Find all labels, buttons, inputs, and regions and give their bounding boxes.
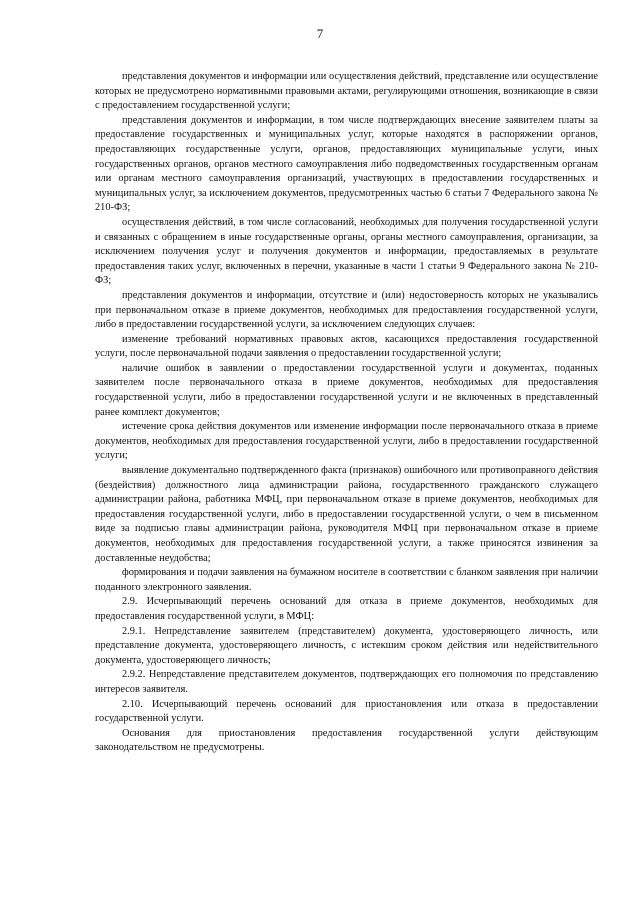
paragraph: 2.9. Исчерпывающий перечень оснований для отказа в приеме документов, необходимых для предоставления государственной услуги, в МФЦ: — [95, 596, 598, 622]
paragraph: представления документов и информации, в том числе подтверждающих внесение заявителем платы за предоставление государственных и муниципальных услуг, которые находятся в распоряжении органов, предоставляющих государственные услуги, органов, предоставляющих муниципальные услуги, иных государственных органов, органов местного самоуправления либо подведомственных государственным органам или органам местного самоуправления организаций, участвующих в предоставлении государственных и муниципальных услуг, за исключением документов, предусмотренных частью 6 статьи 7 Федерального закона № 210-ФЗ; — [95, 114, 598, 214]
paragraph: формирования и подачи заявления на бумажном носителе в соответствии с бланком заявления при наличии поданного электронного заявления. — [95, 567, 598, 593]
paragraph: Основания для приостановления предоставления государственной услуги действующим законодательством не предусмотрены. — [95, 727, 598, 754]
paragraph: 2.10. Исчерпывающий перечень оснований для приостановления или отказа в предоставлении государственной услуги. — [95, 698, 598, 725]
paragraph: выявление документально подтвержденного факта (признаков) ошибочного или противоправного действия (бездействия) должностного лица администрации района, государственного гражданского служащего администрации района, работника МФЦ, при первоначальном отказе в приеме документов, необходимых для предоставления государственной услуги, либо в предоставлении государственной услуги, о чем в письменном виде за подписью главы администрации района, руководителя МФЦ при первоначальном отказе в приеме документов, необходимых для предоставления государственной услуги, а также приносятся извинения за доставленные неудобства; — [95, 465, 598, 564]
page-number: 7 — [316, 26, 324, 41]
paragraph: представления документов и информации или осуществления действий, представление или осуществление которых не предусмотрено нормативными правовыми актами, регулирующими отношения, возникающие в связи с предоставлением государственной услуги; — [95, 71, 598, 112]
document-body — [95, 70, 598, 756]
paragraph: 2.9.2. Непредставление представителем документов, подтверждающих его полномочия по представлению интересов заявителя. — [95, 669, 598, 695]
paragraph: наличие ошибок в заявлении о предоставлении государственной услуги и документах, поданных заявителем после первоначального отказа в приеме документов, необходимых для предоставления государственной услуги, либо в предоставлении государственной услуги и не включенных в представленный ранее комплект документов; — [95, 362, 598, 418]
paragraph: представления документов и информации, отсутствие и (или) недостоверность которых не указывались при первоначальном отказе в приеме документов, необходимых для предоставления государственной услуги, либо в предоставлении государственной услуги, за исключением следующих случаев: — [95, 289, 598, 331]
paragraph: истечение срока действия документов или изменение информации после первоначального отказа в приеме документов, необходимых для предоставления государственной услуги, либо в предоставлении государственной услуги; — [95, 421, 598, 462]
paragraph: изменение требований нормативных правовых актов, касающихся предоставления государственной услуги, после первоначальной подачи заявления о предоставлении государственной услуги; — [95, 333, 598, 360]
paragraph: 2.9.1. Непредставление заявителем (представителем) документа, удостоверяющего личность, или представление документа, удостоверяющего личность, с истекшим сроком действия или недействительного документа, удостоверяющего личность; — [95, 625, 598, 666]
paragraph: осуществления действий, в том числе согласований, необходимых для получения государственной услуги и связанных с обращением в иные государственные органы, органы местного самоуправления, организации, за исключением получения услуг и получения документов и информации, предоставляемых в результате предоставления таких услуг, включенных в перечни, указанные в части 1 статьи 9 Федерального закона № 210-ФЗ; — [95, 216, 598, 287]
